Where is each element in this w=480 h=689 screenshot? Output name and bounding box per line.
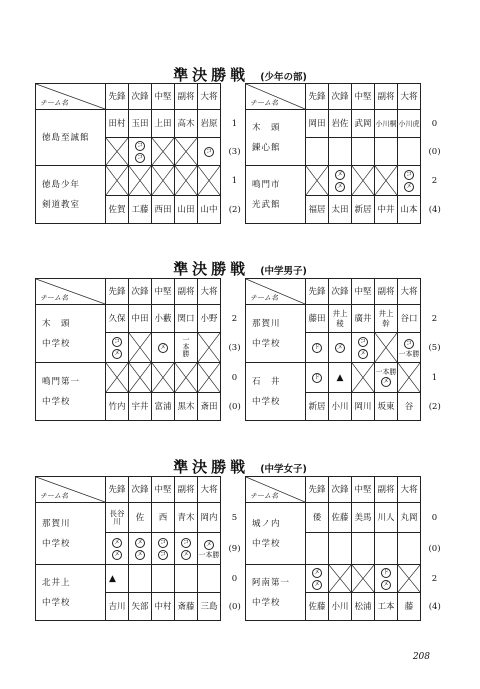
player-name: 岡内 (198, 503, 221, 533)
player-name: 佐 (129, 503, 152, 533)
waza-mark: コ (159, 550, 166, 558)
player-name: 藤田 (306, 305, 329, 333)
waza-mark: コ (136, 141, 143, 149)
section-title-main: 準決勝戦 (173, 458, 250, 476)
team-name: 木 頭 中学校 (36, 305, 106, 363)
player-name: 山中 (198, 196, 221, 224)
team-name: 那賀川 中学校 (36, 503, 106, 565)
team-sub-score: (4) (428, 601, 441, 612)
player-name: 矢部 (129, 593, 152, 621)
team-name: 鳴門市 光武館 (246, 166, 306, 224)
waza-mark: コ (182, 538, 189, 546)
player-name: 斎田 (198, 393, 221, 421)
ippon-label: 一本勝 (182, 336, 190, 357)
pos-3: 中堅 (352, 84, 375, 110)
team-name: 那賀川 中学校 (246, 305, 306, 363)
team-name: 城ノ内 中学校 (246, 503, 306, 565)
player-name: 新居 (306, 393, 329, 421)
pos-4: 副将 (175, 477, 198, 503)
pos-5: 大将 (198, 84, 221, 110)
waza-mark: メ (313, 568, 320, 576)
player-name: 山本 (398, 196, 421, 224)
waza-mark: メ (359, 349, 366, 357)
player-name: 高木 (175, 110, 198, 138)
section-title-main: 準決勝戦 (173, 260, 250, 278)
pos-3: 中堅 (152, 279, 175, 305)
player-name: 岩佐 (329, 110, 352, 138)
pos-2: 次鋒 (129, 84, 152, 110)
match-table-4 (245, 278, 449, 421)
waza-mark: メ (182, 550, 189, 558)
player-name: 松浦 (352, 593, 375, 621)
team-score: 1 (231, 118, 238, 129)
match-table-6 (245, 476, 449, 621)
ippon-label: 一本勝 (198, 550, 220, 559)
player-name: 竹内 (106, 393, 129, 421)
player-name: 井上稜 (329, 305, 352, 333)
waza-mark: メ (113, 349, 120, 357)
pos-5: 大将 (198, 477, 221, 503)
waza-mark: コ (405, 170, 412, 178)
player-name: 玉田 (129, 110, 152, 138)
pos-5: 大将 (398, 477, 421, 503)
section-title-main: 準決勝戦 (173, 66, 250, 84)
player-name: 黒木 (175, 393, 198, 421)
team-score: 5 (231, 512, 238, 523)
header-corner: チーム名 (246, 279, 306, 305)
player-name: 藤 (398, 593, 421, 621)
team-name: 木 頭 錬心館 (246, 110, 306, 166)
player-name: 武岡 (352, 110, 375, 138)
player-name: 小藪 (152, 305, 175, 333)
team-score: 2 (431, 313, 438, 324)
header-corner: チーム名 (36, 279, 106, 305)
match-table-1 (35, 83, 249, 224)
pos-2: 次鋒 (129, 279, 152, 305)
player-name: 久保 (106, 305, 129, 333)
player-name: 川人 (375, 503, 398, 533)
match-table-3 (35, 278, 249, 421)
player-name: 西 (152, 503, 175, 533)
team-score: 0 (431, 118, 438, 129)
team-sub-score: (2) (228, 204, 241, 215)
pos-2: 次鋒 (129, 477, 152, 503)
waza-mark: メ (159, 343, 166, 351)
pos-2: 次鋒 (329, 279, 352, 305)
section-title-sub: (中学男子) (260, 266, 307, 277)
pos-1: 先鋒 (306, 279, 329, 305)
player-name: 小野 (198, 305, 221, 333)
player-name: 中井 (375, 196, 398, 224)
waza-mark: コ (159, 538, 166, 546)
team-score: 2 (431, 175, 438, 186)
player-name: 中村 (152, 593, 175, 621)
header-corner: チーム名 (36, 477, 106, 503)
waza-mark: コ (113, 337, 120, 345)
section-title-3 (0, 456, 480, 477)
ippon-label: 一本勝 (375, 367, 397, 376)
pos-5: 大将 (398, 279, 421, 305)
player-name: 長谷川 (106, 503, 129, 533)
waza-mark: ド (313, 343, 320, 351)
waza-mark: ド (382, 568, 389, 576)
team-score: 2 (231, 313, 238, 324)
player-name: 富浦 (152, 393, 175, 421)
team-sub-score: (0) (228, 401, 241, 412)
player-name: 宇井 (129, 393, 152, 421)
pos-5: 大将 (198, 279, 221, 305)
player-name: 関口 (175, 305, 198, 333)
pos-5: 大将 (398, 84, 421, 110)
section-title-sub: (少年の部) (260, 72, 307, 83)
pos-4: 副将 (375, 477, 398, 503)
player-name: 太田 (329, 196, 352, 224)
team-score: 1 (431, 372, 438, 383)
player-name: 小川 (329, 593, 352, 621)
pos-1: 先鋒 (106, 84, 129, 110)
player-name: 上田 (152, 110, 175, 138)
player-name: 美馬 (352, 503, 375, 533)
player-name: 岡田 (306, 110, 329, 138)
ippon-label: 一本勝 (398, 349, 420, 358)
team-sub-score: (9) (228, 543, 241, 554)
waza-mark: メ (113, 550, 120, 558)
team-name: 阿南第一 中学校 (246, 565, 306, 621)
pos-2: 次鋒 (329, 84, 352, 110)
team-sub-score: (3) (228, 146, 241, 157)
triangle-icon: ▲ (109, 573, 116, 584)
pos-3: 中堅 (352, 477, 375, 503)
player-name: 新居 (352, 196, 375, 224)
match-table-2 (245, 83, 449, 224)
waza-mark: メ (336, 343, 343, 351)
pos-3: 中堅 (152, 477, 175, 503)
player-name: 斎藤 (175, 593, 198, 621)
player-name: 坂東 (375, 393, 398, 421)
waza-mark: コ (405, 339, 412, 347)
waza-mark: メ (113, 538, 120, 546)
waza-mark: メ (136, 550, 143, 558)
team-sub-score: (4) (428, 204, 441, 215)
header-corner: チーム名 (246, 477, 306, 503)
team-score: 2 (431, 573, 438, 584)
player-name: 佐藤 (306, 593, 329, 621)
player-name: 工本 (375, 593, 398, 621)
header-corner: チーム名 (246, 84, 306, 110)
pos-4: 副将 (175, 279, 198, 305)
pos-4: 副将 (375, 279, 398, 305)
waza-mark: コ (136, 153, 143, 161)
waza-mark: ド (313, 373, 320, 381)
player-name: 吉川 (106, 593, 129, 621)
pos-1: 先鋒 (306, 84, 329, 110)
team-sub-score: (0) (428, 543, 441, 554)
team-sub-score: (0) (428, 146, 441, 157)
pos-1: 先鋒 (106, 477, 129, 503)
team-score: 0 (431, 512, 438, 523)
player-name: 廣井 (352, 305, 375, 333)
player-name: 田村 (106, 110, 129, 138)
waza-mark: メ (336, 170, 343, 178)
player-name: 谷口 (398, 305, 421, 333)
team-name: 北井上 中学校 (36, 565, 106, 621)
team-sub-score: (5) (428, 342, 441, 353)
page-number: 208 (412, 652, 430, 662)
pos-4: 副将 (175, 84, 198, 110)
match-table-5 (35, 476, 249, 621)
team-name: 鳴門第一 中学校 (36, 363, 106, 421)
player-name: 井上幹 (375, 305, 398, 333)
team-score: 0 (231, 372, 238, 383)
player-name: 西田 (152, 196, 175, 224)
waza-mark: メ (405, 182, 412, 190)
player-name: 三島 (198, 593, 221, 621)
team-sub-score: (0) (228, 601, 241, 612)
triangle-icon: ▲ (336, 372, 344, 383)
team-score: 1 (231, 175, 238, 186)
waza-mark: コ (205, 147, 212, 155)
pos-4: 副将 (375, 84, 398, 110)
waza-mark: メ (382, 377, 389, 385)
player-name: 倭 (306, 503, 329, 533)
pos-1: 先鋒 (106, 279, 129, 305)
team-name: 徳島少年 剣道教室 (36, 166, 106, 224)
team-name: 石 井 中学校 (246, 363, 306, 421)
waza-mark: メ (205, 540, 212, 548)
waza-mark: メ (136, 538, 143, 546)
player-name: 小川虎 (398, 110, 421, 138)
waza-mark: コ (359, 337, 366, 345)
player-name: 青木 (175, 503, 198, 533)
waza-mark: メ (336, 182, 343, 190)
pos-3: 中堅 (352, 279, 375, 305)
section-title-1 (0, 64, 480, 85)
section-title-sub: (中学女子) (260, 464, 307, 475)
player-name: 佐藤 (329, 503, 352, 533)
player-name: 佐賀 (106, 196, 129, 224)
player-name: 小川 (329, 393, 352, 421)
header-corner: チーム名 (36, 84, 106, 110)
team-name: 徳島至誠館 (36, 110, 106, 166)
player-name: 谷 (398, 393, 421, 421)
section-title-2 (0, 258, 480, 279)
player-name: 岩原 (198, 110, 221, 138)
player-name: 山田 (175, 196, 198, 224)
player-name: 岡川 (352, 393, 375, 421)
player-name: 丸岡 (398, 503, 421, 533)
team-score: 0 (231, 573, 238, 584)
player-name: 福居 (306, 196, 329, 224)
waza-mark: メ (313, 580, 320, 588)
player-name: 小川桐 (375, 110, 398, 138)
pos-1: 先鋒 (306, 477, 329, 503)
player-name: 工藤 (129, 196, 152, 224)
waza-mark: メ (382, 580, 389, 588)
team-sub-score: (2) (428, 401, 441, 412)
team-sub-score: (3) (228, 342, 241, 353)
pos-2: 次鋒 (329, 477, 352, 503)
player-name: 中田 (129, 305, 152, 333)
pos-3: 中堅 (152, 84, 175, 110)
